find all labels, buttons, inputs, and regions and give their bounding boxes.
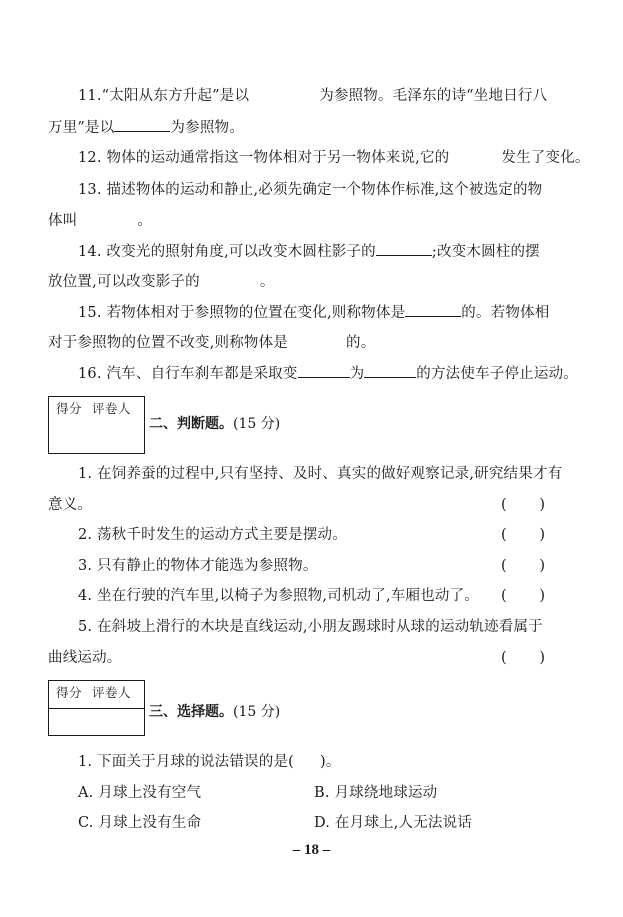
question-11-text-c: 万里”是以 (48, 120, 115, 136)
judgment-item-1-text: 1. 在饲养蚕的过程中,只有坚持、及时、真实的做好观察记录,研究结果才有 (78, 466, 563, 482)
option-b-text: B. 月球绕地球运动 (314, 785, 438, 801)
paren-close: ) (539, 588, 545, 604)
judgment-item-5-line-1 (78, 617, 543, 637)
choice-question-1-stem-b: )。 (320, 754, 341, 770)
question-12-text-a: 12. 物体的运动通常指这一物体相对于另一物体来说,它的 (78, 150, 450, 166)
paren-close: ) (539, 497, 545, 513)
judgment-item-1-line-1 (78, 464, 562, 484)
question-15-text-d: 的。 (346, 335, 376, 351)
question-13-text-a: 13. 描述物体的运动和静止,必须先确定一个物体作标准,这个被选定的物 (78, 182, 543, 198)
question-11-line-2 (48, 117, 244, 138)
question-16-text-a: 16. 汽车、自行车刹车都是采取变 (78, 366, 298, 382)
paren-open: ( (501, 527, 507, 543)
answer-blank-15a[interactable] (405, 302, 461, 317)
question-15-text-c: 对于参照物的位置不改变,则称物体是 (48, 335, 289, 351)
answer-blank-15b[interactable] (288, 333, 346, 347)
score-label: 得分 (56, 685, 83, 700)
question-15-text-a: 15. 若物体相对于参照物的位置在变化,则称物体是 (78, 305, 406, 321)
question-11-line-1 (78, 86, 547, 106)
paren-close: ) (539, 650, 545, 666)
question-14-line-1 (78, 241, 540, 262)
question-15-line-2 (48, 333, 375, 353)
question-16-text-c: 的方法使车子停止运动。 (416, 366, 578, 382)
grader-label: 评卷人 (92, 685, 132, 700)
choice-question-1-stem-a: 1. 下面关于月球的说法错误的是( (78, 754, 294, 770)
answer-blank-11a[interactable] (249, 86, 319, 100)
question-14-text-a: 14. 改变光的照射角度,可以改变木圆柱影子的 (78, 244, 376, 260)
option-c[interactable] (78, 813, 201, 833)
paren-close: ) (539, 558, 545, 574)
judgment-item-1-text-cont: 意义。 (48, 497, 93, 513)
answer-blank-14a[interactable] (376, 241, 432, 256)
score-box-section-3 (48, 680, 145, 736)
answer-blank-11b[interactable] (114, 117, 170, 132)
section-3-title (149, 702, 280, 722)
question-14-line-2 (48, 272, 275, 292)
question-11-text-d: 为参照物。 (170, 120, 244, 136)
answer-blank-16a[interactable] (298, 363, 350, 378)
judgment-item-3-text: 3. 只有静止的物体才能选为参照物。 (78, 558, 318, 574)
section-3-points: (15 分) (233, 704, 281, 720)
judgment-item-4-text: 4. 坐在行驶的汽车里,以椅子为参照物,司机动了,车厢也动了。 (78, 588, 479, 604)
paren-open: ( (501, 497, 507, 513)
judgment-answer-3[interactable] (501, 556, 545, 576)
judgment-item-3 (78, 556, 318, 576)
answer-blank-13[interactable] (77, 211, 137, 225)
question-12-text-b: 发生了变化。 (501, 150, 590, 166)
option-a[interactable] (78, 783, 201, 803)
option-a-text: A. 月球上没有空气 (78, 785, 202, 801)
score-label: 得分 (56, 401, 83, 416)
paren-open: ( (501, 650, 507, 666)
judgment-item-1-line-2 (48, 495, 92, 515)
section-2-title (149, 414, 280, 434)
question-15-text-b: 的。若物体相 (461, 305, 550, 321)
question-13-line-2 (48, 211, 152, 231)
judgment-answer-1[interactable] (501, 495, 545, 515)
score-box-header (49, 681, 144, 701)
judgment-item-4 (78, 586, 479, 606)
page-number: – 18 – (292, 842, 331, 858)
question-14-text-c: 放位置,可以改变影子的 (48, 274, 200, 290)
section-2-name: 二、判断题。 (149, 416, 233, 432)
judgment-answer-2[interactable] (501, 525, 545, 545)
section-2-points: (15 分) (233, 416, 281, 432)
paren-open: ( (501, 558, 507, 574)
judgment-item-2 (78, 525, 347, 545)
choice-answer-blank-1[interactable] (294, 752, 320, 766)
option-d[interactable] (314, 813, 472, 833)
score-box-divider (49, 708, 144, 709)
question-11-text-b: 为参照物。毛泽东的诗“坐地日行八 (319, 88, 548, 104)
option-d-text: D. 在月球上,人无法说话 (314, 815, 473, 831)
section-3-name: 三、选择题。 (149, 704, 233, 720)
option-b[interactable] (314, 783, 437, 803)
paren-close: ) (539, 527, 545, 543)
judgment-answer-4[interactable] (501, 586, 545, 606)
question-15-line-1 (78, 302, 549, 323)
question-12 (78, 148, 590, 168)
score-box-header (49, 397, 144, 417)
paren-open: ( (501, 588, 507, 604)
judgment-item-5-text-cont: 曲线运动。 (48, 650, 122, 666)
choice-question-1 (78, 752, 341, 772)
score-box-section-2 (48, 396, 145, 454)
judgment-answer-5[interactable] (501, 648, 545, 668)
question-16-text-b: 为 (349, 366, 365, 382)
question-11-text-a: 11.“太阳从东方升起”是以 (78, 88, 250, 104)
answer-blank-14b[interactable] (200, 272, 260, 286)
question-13-line-1 (78, 180, 542, 200)
answer-blank-16b[interactable] (364, 363, 416, 378)
option-c-text: C. 月球上没有生命 (78, 815, 202, 831)
question-13-text-c: 。 (137, 213, 153, 229)
question-14-text-d: 。 (259, 274, 275, 290)
judgment-item-5-line-2 (48, 648, 122, 668)
question-16 (78, 363, 578, 384)
judgment-item-5-text: 5. 在斜坡上滑行的木块是直线运动,小朋友踢球时从球的运动轨迹看属于 (78, 619, 543, 635)
judgment-item-2-text: 2. 荡秋千时发生的运动方式主要是摆动。 (78, 527, 347, 543)
grader-label: 评卷人 (92, 401, 132, 416)
answer-blank-12[interactable] (449, 148, 501, 162)
question-14-text-b: ;改变木圆柱的摆 (431, 244, 540, 260)
question-13-text-b: 体叫 (48, 213, 78, 229)
